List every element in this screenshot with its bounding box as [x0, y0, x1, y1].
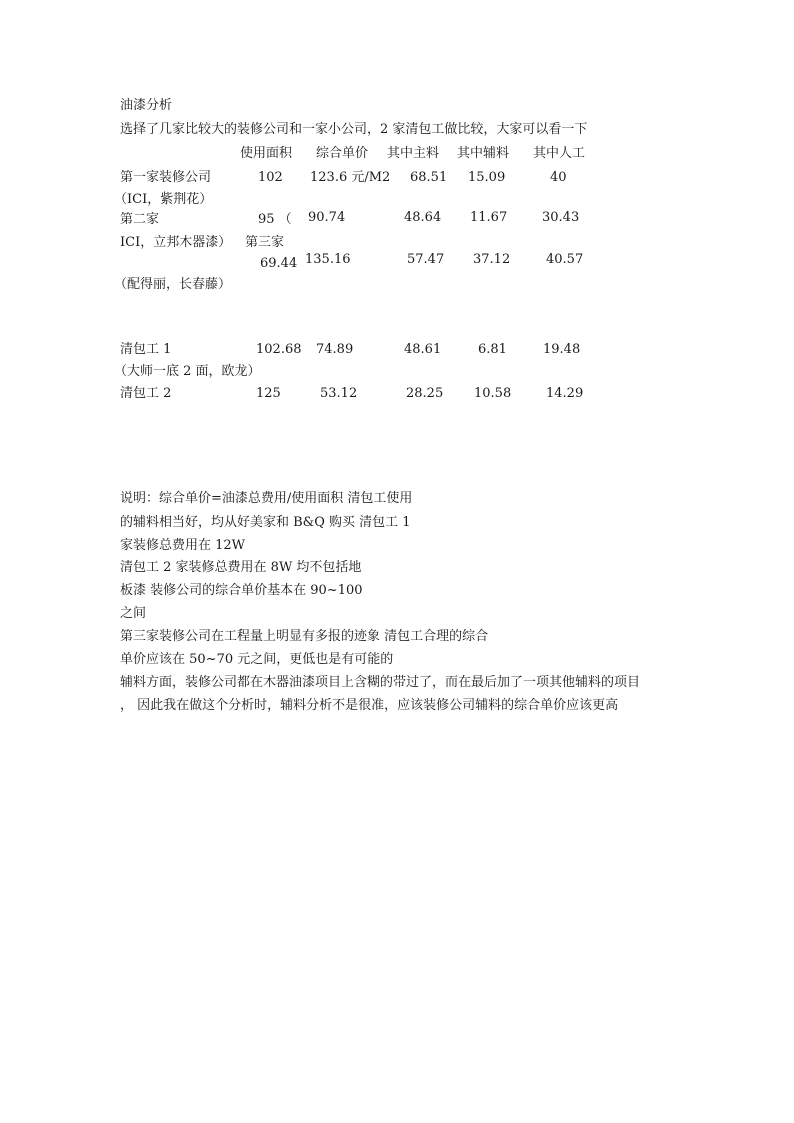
row-main-material: 68.51: [410, 170, 448, 185]
row-aux-material: 37.12: [473, 252, 511, 267]
note-line: 说明：综合单价=油漆总费用/使用面积 清包工使用: [120, 491, 413, 506]
row-area: 125: [256, 386, 281, 401]
note-line: 板漆 装修公司的综合单价基本在 90~100: [120, 583, 363, 598]
row-note: ICI，立邦木器漆）: [120, 235, 232, 250]
row-aux-material: 15.09: [468, 170, 506, 185]
row-note: （ICI，紫荆花）: [114, 192, 213, 207]
header-aux-material: 其中辅料: [457, 146, 510, 161]
row-main-material: 48.61: [404, 342, 442, 357]
row-name: 第二家: [120, 212, 160, 227]
row-area: 102.68: [256, 342, 302, 357]
row-name: 清包工 2: [120, 386, 172, 401]
note-line: 第三家装修公司在工程量上明显有多报的迹象 清包工合理的综合: [120, 629, 489, 644]
note-line: ， 因此我在做这个分析时，辅料分析不是很准，应该装修公司辅料的综合单价应该更高: [120, 698, 619, 713]
note-line: 的辅料相当好，均从好美家和 B&Q 购买 清包工 1: [120, 515, 411, 530]
row-aux-material: 6.81: [478, 342, 507, 357]
row-area: 95 （: [258, 212, 292, 227]
row-labor: 40: [550, 170, 567, 185]
row-area: 102: [258, 170, 283, 185]
row-main-material: 48.64: [404, 210, 442, 225]
row-note: （大师一底 2 面，欧龙）: [114, 364, 261, 379]
row-unit-price: 74.89: [316, 342, 354, 357]
row-labor: 14.29: [546, 386, 584, 401]
row-unit-price: 90.74: [308, 210, 346, 225]
note-line: 家装修总费用在 12W: [120, 538, 246, 553]
row-labor: 19.48: [543, 342, 581, 357]
row-labor: 40.57: [546, 252, 584, 267]
row-name: 第一家装修公司: [120, 170, 212, 185]
row-main-material: 28.25: [406, 386, 444, 401]
row-aux-material: 10.58: [474, 386, 512, 401]
note-line: 单价应该在 50~70 元之间，更低也是有可能的: [120, 652, 394, 667]
row-note: （配得丽，长春藤）: [114, 277, 232, 292]
row-unit-price: 135.16: [305, 252, 351, 267]
header-unit-price: 综合单价: [316, 146, 369, 161]
note-line: 之间: [120, 606, 147, 621]
note-line: 辅料方面，装修公司都在木器油漆项目上含糊的带过了，而在最后加了一项其他辅料的项目: [120, 675, 641, 690]
document-title: 油漆分析: [120, 98, 173, 113]
row-name: 清包工 1: [120, 342, 172, 357]
intro-text: 选择了几家比较大的装修公司和一家小公司，2 家清包工做比较，大家可以看一下: [120, 122, 588, 137]
row-name: 第三家: [245, 235, 285, 250]
header-labor: 其中人工: [533, 146, 586, 161]
row-labor: 30.43: [542, 210, 580, 225]
header-main-material: 其中主料: [387, 146, 440, 161]
row-aux-material: 11.67: [470, 210, 508, 225]
row-unit-price: 53.12: [320, 386, 358, 401]
row-area: 69.44: [260, 256, 298, 271]
row-unit-price: 123.6 元/M2: [310, 170, 391, 185]
row-main-material: 57.47: [407, 252, 445, 267]
note-line: 清包工 2 家装修总费用在 8W 均不包括地: [120, 560, 362, 575]
header-area: 使用面积: [240, 146, 293, 161]
